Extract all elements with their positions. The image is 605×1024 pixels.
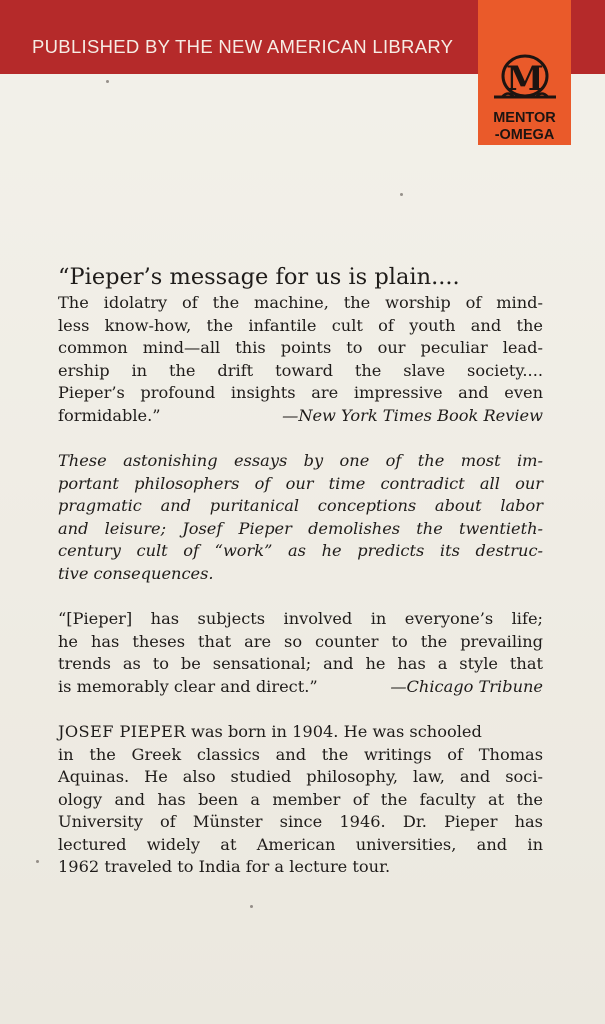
logo-letter: M <box>506 59 544 99</box>
bio-line: University of Münster since 1946. Dr. Pieper has <box>58 812 543 831</box>
logo-mentor-label: MENTOR <box>493 110 556 126</box>
quote-line: trends as to be sensational; and he has a style that <box>58 654 543 673</box>
description-line: century cult of “work” as he predicts its destruc- <box>58 541 543 560</box>
bio-first-row <box>58 721 543 744</box>
paper-speck <box>106 80 109 83</box>
review-quote-nyt <box>58 262 543 427</box>
quote-line: ership in the drift toward the slave society.... <box>58 360 543 380</box>
cover-copy <box>58 262 543 879</box>
publisher-banner-text: PUBLISHED BY THE NEW AMERICAN LIBRARY <box>32 36 454 57</box>
bio-first-line: was born in 1904. He was schooled <box>185 722 482 741</box>
quote-line: Pieper’s profound insights are impressive and even <box>58 383 543 402</box>
mentor-m-logo-icon <box>490 52 560 108</box>
description-line: portant philosophers of our time contradict all our <box>58 473 543 493</box>
book-description <box>58 450 543 585</box>
bio-last-line: 1962 traveled to India for a lecture tour. <box>58 857 391 876</box>
description-line: pragmatic and puritanical conceptions about labor <box>58 496 543 515</box>
paper-speck <box>400 193 403 196</box>
quote-attribution: —Chicago Tribune <box>390 676 543 696</box>
bio-line: Aquinas. He also studied philosophy, law, and soci- <box>58 767 543 786</box>
author-name: JOSEF PIEPER <box>58 722 186 741</box>
quote-attribution: —New York Times Book Review <box>282 405 543 425</box>
quote-line: less know-how, the infantile cult of youth and the <box>58 315 543 335</box>
quote-last-line: is memorably clear and direct.” <box>58 676 318 696</box>
description-last-line: tive consequences. <box>58 563 214 583</box>
bio-line: ology and has been a member of the faculty at the <box>58 789 543 809</box>
quote-headline: “Pieper’s message for us is plain.... <box>58 264 460 290</box>
quote-line: common mind—all this points to our peculiar lead- <box>58 338 543 357</box>
quote-last-line: formidable.” <box>58 405 161 425</box>
paper-speck <box>250 905 253 908</box>
quote-last-row <box>58 676 543 699</box>
quote-line: “[Pieper] has subjects involved in everyone’s life; <box>58 609 543 628</box>
bio-line: lectured widely at American universities, and in <box>58 834 543 854</box>
author-bio <box>58 721 543 879</box>
logo-omega-label: -OMEGA <box>494 127 555 143</box>
description-line: These astonishing essays by one of the most im- <box>58 451 543 470</box>
quote-line: The idolatry of the machine, the worship of mind- <box>58 293 543 312</box>
paper-speck <box>36 860 39 863</box>
bio-line: in the Greek classics and the writings of Thomas <box>58 744 543 764</box>
quote-last-row <box>58 405 543 428</box>
mentor-omega-logo <box>478 0 571 145</box>
quote-line: he has theses that are so counter to the prevailing <box>58 631 543 651</box>
review-quote-tribune <box>58 608 543 698</box>
description-line: and leisure; Josef Pieper demolishes the twentieth- <box>58 518 543 538</box>
